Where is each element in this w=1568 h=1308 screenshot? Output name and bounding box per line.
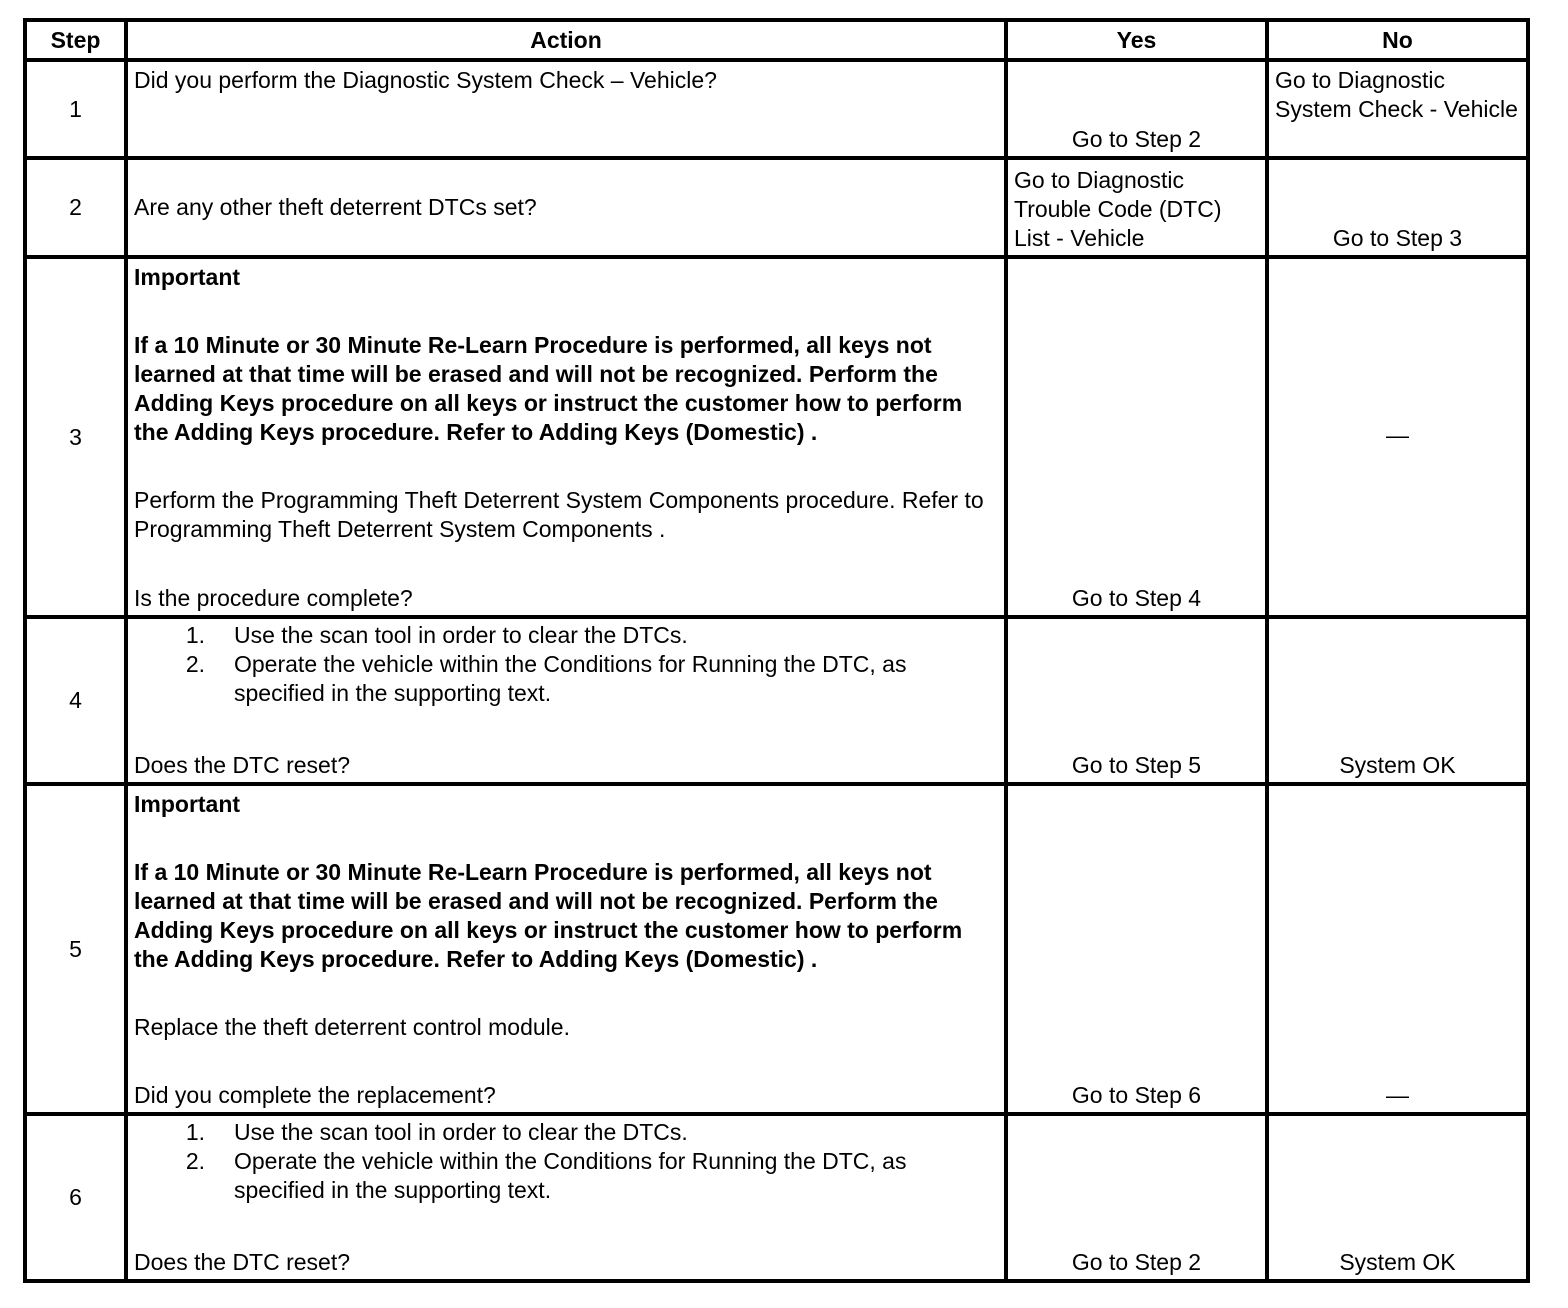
step-number: 1	[25, 60, 126, 158]
action-question: Does the DTC reset?	[134, 1249, 351, 1275]
list-item	[134, 1147, 998, 1205]
step-number: 3	[25, 257, 126, 617]
table-row	[25, 60, 1528, 158]
yes-result: Go to Step 4	[1006, 257, 1267, 617]
action-cell	[126, 784, 1006, 1114]
action-question: Does the DTC reset?	[134, 752, 351, 778]
no-result-dash: —	[1386, 421, 1409, 448]
table-row	[25, 1114, 1528, 1281]
yes-result: Go to Step 6	[1006, 784, 1267, 1114]
action-instruction: Replace the theft deterrent control module.	[134, 1014, 570, 1040]
action-cell	[126, 257, 1006, 617]
table-row	[25, 617, 1528, 784]
no-result: System OK	[1267, 1114, 1528, 1281]
step-number: 4	[25, 617, 126, 784]
action-cell	[126, 1114, 1006, 1281]
list-item	[134, 650, 998, 708]
list-item	[134, 621, 998, 650]
important-heading: Important	[134, 791, 241, 817]
diagnostic-table	[23, 18, 1530, 1283]
action-cell	[126, 158, 1006, 257]
table-row	[25, 257, 1528, 617]
action-instruction: Perform the Programming Theft Deterrent System Components procedure. Refer to Programming Theft Deterrent System Components .	[134, 487, 984, 542]
yes-result: Go to Step 2	[1006, 60, 1267, 158]
list-number: 1.	[185, 1119, 205, 1145]
step-number: 6	[25, 1114, 126, 1281]
step-number: 5	[25, 784, 126, 1114]
list-text: Operate the vehicle within the Conditions for Running the DTC, as specified in the supporting text.	[234, 651, 907, 706]
header-no: No	[1267, 20, 1528, 60]
important-note: If a 10 Minute or 30 Minute Re-Learn Procedure is performed, all keys not learned at that time will be erased and will not be recognized. Perform the Adding Keys procedure on all keys or instruct the customer how to perform the Adding Keys procedure. Refer to Adding Keys (Domestic) .	[134, 859, 963, 972]
action-question: Did you perform the Diagnostic System Check – Vehicle?	[134, 67, 717, 93]
procedure-list	[134, 1118, 998, 1205]
table-row	[25, 158, 1528, 257]
yes-result: Go to Diagnostic Trouble Code (DTC) List - Vehicle	[1006, 158, 1267, 257]
list-item	[134, 1118, 998, 1147]
list-text: Use the scan tool in order to clear the DTCs.	[234, 1119, 688, 1145]
action-cell	[126, 617, 1006, 784]
procedure-list	[134, 621, 998, 708]
important-note: If a 10 Minute or 30 Minute Re-Learn Procedure is performed, all keys not learned at that time will be erased and will not be recognized. Perform the Adding Keys procedure on all keys or instruct the customer how to perform the Adding Keys procedure. Refer to Adding Keys (Domestic) .	[134, 332, 963, 445]
action-question: Is the procedure complete?	[134, 585, 413, 611]
list-text: Use the scan tool in order to clear the DTCs.	[234, 622, 688, 648]
no-result	[1267, 257, 1528, 617]
list-number: 1.	[185, 622, 205, 648]
yes-result: Go to Step 5	[1006, 617, 1267, 784]
yes-result: Go to Step 2	[1006, 1114, 1267, 1281]
list-number: 2.	[185, 651, 205, 677]
action-question: Are any other theft deterrent DTCs set?	[134, 194, 537, 220]
no-result: Go to Diagnostic System Check - Vehicle	[1267, 60, 1528, 158]
list-text: Operate the vehicle within the Conditions for Running the DTC, as specified in the supporting text.	[234, 1148, 907, 1203]
step-number: 2	[25, 158, 126, 257]
table-row	[25, 784, 1528, 1114]
important-heading: Important	[134, 264, 241, 290]
header-action: Action	[126, 20, 1006, 60]
list-number: 2.	[185, 1148, 205, 1174]
no-result: Go to Step 3	[1267, 158, 1528, 257]
no-result: System OK	[1267, 617, 1528, 784]
no-result: —	[1267, 784, 1528, 1114]
action-question: Did you complete the replacement?	[134, 1082, 496, 1108]
header-step: Step	[25, 20, 126, 60]
header-yes: Yes	[1006, 20, 1267, 60]
header-row	[25, 20, 1528, 60]
action-cell	[126, 60, 1006, 158]
